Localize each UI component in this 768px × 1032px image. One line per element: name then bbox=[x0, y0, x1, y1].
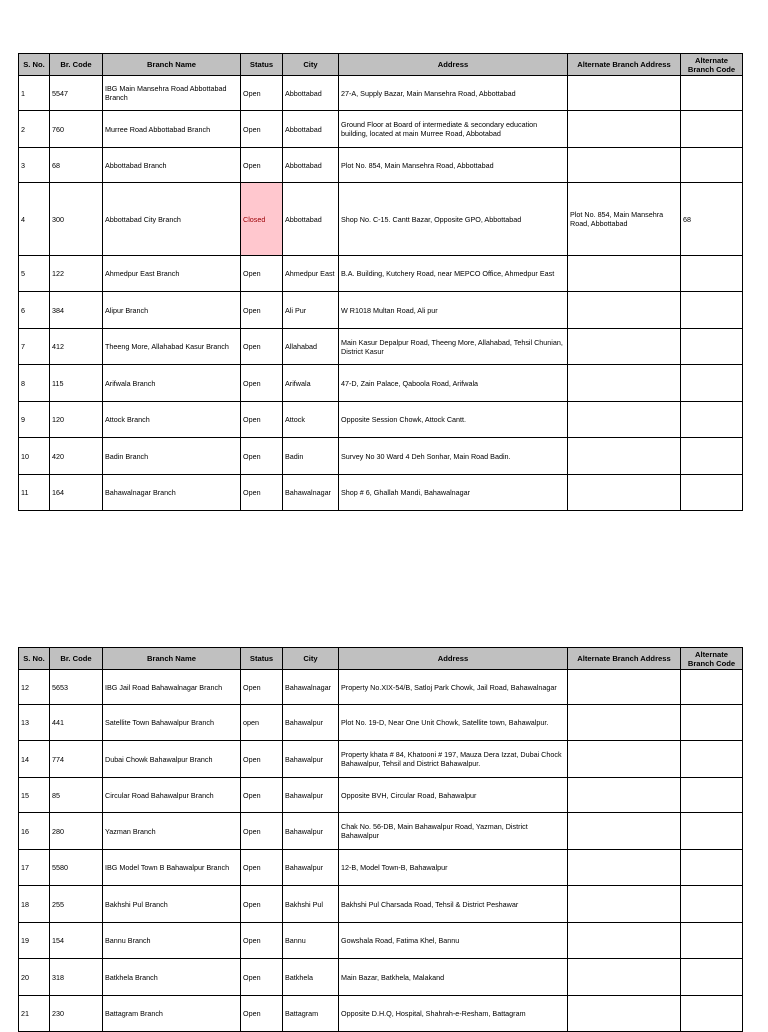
cell-alt-address bbox=[568, 996, 681, 1032]
cell-address: Plot No. 854, Main Mansehra Road, Abbottabad bbox=[339, 148, 568, 183]
cell-branch-name: Yazman Branch bbox=[103, 813, 241, 850]
table-row bbox=[19, 111, 743, 148]
cell-alt-code bbox=[681, 959, 743, 996]
table-row bbox=[19, 183, 743, 256]
cell-city: Badin bbox=[283, 438, 339, 475]
cell-alt-address: Plot No. 854, Main Mansehra Road, Abbottabad bbox=[568, 183, 681, 256]
cell-sno: 11 bbox=[19, 475, 50, 511]
cell-city: Bannu bbox=[283, 923, 339, 959]
cell-status: Open bbox=[241, 923, 283, 959]
cell-alt-address bbox=[568, 741, 681, 778]
cell-branch-name: Badin Branch bbox=[103, 438, 241, 475]
cell-address: B.A. Building, Kutchery Road, near MEPCO Office, Ahmedpur East bbox=[339, 256, 568, 292]
cell-alt-code bbox=[681, 886, 743, 923]
col-header-address: Address bbox=[339, 54, 568, 76]
cell-sno: 9 bbox=[19, 402, 50, 438]
cell-alt-code bbox=[681, 813, 743, 850]
cell-alt-code bbox=[681, 475, 743, 511]
col-header-code: Br. Code bbox=[50, 648, 103, 670]
table-row bbox=[19, 402, 743, 438]
table-row bbox=[19, 256, 743, 292]
col-header-status: Status bbox=[241, 54, 283, 76]
cell-sno: 14 bbox=[19, 741, 50, 778]
cell-code: 774 bbox=[50, 741, 103, 778]
cell-code: 300 bbox=[50, 183, 103, 256]
table-row bbox=[19, 813, 743, 850]
cell-sno: 13 bbox=[19, 705, 50, 741]
cell-branch-name: Batkhela Branch bbox=[103, 959, 241, 996]
cell-status: Open bbox=[241, 741, 283, 778]
table-row bbox=[19, 996, 743, 1032]
cell-branch-name: Bakhshi Pul Branch bbox=[103, 886, 241, 923]
cell-status: Open bbox=[241, 402, 283, 438]
cell-branch-name: Abbottabad Branch bbox=[103, 148, 241, 183]
cell-status: Open bbox=[241, 148, 283, 183]
cell-branch-name: IBG Model Town B Bahawalpur Branch bbox=[103, 850, 241, 886]
cell-branch-name: Arifwala Branch bbox=[103, 365, 241, 402]
cell-code: 230 bbox=[50, 996, 103, 1032]
table-header-row bbox=[19, 648, 743, 670]
table-row bbox=[19, 705, 743, 741]
cell-city: Bahawalpur bbox=[283, 741, 339, 778]
cell-branch-name: Ahmedpur East Branch bbox=[103, 256, 241, 292]
cell-alt-address bbox=[568, 475, 681, 511]
cell-status: open bbox=[241, 705, 283, 741]
cell-status: Open bbox=[241, 329, 283, 365]
cell-alt-address bbox=[568, 850, 681, 886]
cell-address: Shop No. C-15. Cantt Bazar, Opposite GPO, Abbottabad bbox=[339, 183, 568, 256]
cell-branch-name: Battagram Branch bbox=[103, 996, 241, 1032]
cell-alt-address bbox=[568, 111, 681, 148]
cell-status: Open bbox=[241, 813, 283, 850]
cell-alt-code bbox=[681, 670, 743, 705]
cell-alt-code bbox=[681, 402, 743, 438]
cell-city: Ali Pur bbox=[283, 292, 339, 329]
cell-alt-address bbox=[568, 705, 681, 741]
cell-status: Open bbox=[241, 959, 283, 996]
cell-alt-code bbox=[681, 850, 743, 886]
cell-status: Open bbox=[241, 256, 283, 292]
cell-address: Opposite D.H.Q, Hospital, Shahrah-e-Resham, Battagram bbox=[339, 996, 568, 1032]
cell-code: 280 bbox=[50, 813, 103, 850]
cell-status: Open bbox=[241, 778, 283, 813]
cell-city: Bahawalpur bbox=[283, 778, 339, 813]
cell-alt-code bbox=[681, 329, 743, 365]
cell-alt-address bbox=[568, 402, 681, 438]
cell-branch-name: Satellite Town Bahawalpur Branch bbox=[103, 705, 241, 741]
cell-status: Open bbox=[241, 886, 283, 923]
cell-alt-address bbox=[568, 670, 681, 705]
cell-branch-name: IBG Jail Road Bahawalnagar Branch bbox=[103, 670, 241, 705]
cell-code: 120 bbox=[50, 402, 103, 438]
cell-branch-name: Bahawalnagar Branch bbox=[103, 475, 241, 511]
cell-alt-address bbox=[568, 329, 681, 365]
cell-code: 115 bbox=[50, 365, 103, 402]
cell-address: Opposite Session Chowk, Attock Cantt. bbox=[339, 402, 568, 438]
cell-address: Plot No. 19-D, Near One Unit Chowk, Satellite town, Bahawalpur. bbox=[339, 705, 568, 741]
cell-alt-code bbox=[681, 923, 743, 959]
cell-sno: 20 bbox=[19, 959, 50, 996]
cell-sno: 17 bbox=[19, 850, 50, 886]
col-header-code: Br. Code bbox=[50, 54, 103, 76]
cell-city: Bahawalpur bbox=[283, 705, 339, 741]
cell-city: Abbottabad bbox=[283, 183, 339, 256]
cell-sno: 15 bbox=[19, 778, 50, 813]
branch-table-1 bbox=[18, 53, 743, 511]
col-header-status: Status bbox=[241, 648, 283, 670]
cell-alt-address bbox=[568, 256, 681, 292]
cell-branch-name: Murree Road Abbottabad Branch bbox=[103, 111, 241, 148]
cell-code: 122 bbox=[50, 256, 103, 292]
cell-code: 441 bbox=[50, 705, 103, 741]
cell-address: Bakhshi Pul Charsada Road, Tehsil & District Peshawar bbox=[339, 886, 568, 923]
cell-code: 5653 bbox=[50, 670, 103, 705]
cell-alt-address bbox=[568, 438, 681, 475]
cell-alt-code bbox=[681, 292, 743, 329]
cell-city: Attock bbox=[283, 402, 339, 438]
cell-branch-name: Alipur Branch bbox=[103, 292, 241, 329]
cell-sno: 12 bbox=[19, 670, 50, 705]
cell-address: Shop # 6, Ghallah Mandi, Bahawalnagar bbox=[339, 475, 568, 511]
cell-city: Bakhshi Pul bbox=[283, 886, 339, 923]
cell-address: Property No.XIX-54/B, Satloj Park Chowk, Jail Road, Bahawalnagar bbox=[339, 670, 568, 705]
cell-city: Abbottabad bbox=[283, 76, 339, 111]
cell-branch-name: Circular Road Bahawalpur Branch bbox=[103, 778, 241, 813]
cell-alt-code bbox=[681, 741, 743, 778]
col-header-alt-address: Alternate Branch Address bbox=[568, 54, 681, 76]
table-row bbox=[19, 365, 743, 402]
cell-alt-address bbox=[568, 365, 681, 402]
col-header-city: City bbox=[283, 54, 339, 76]
cell-status: Open bbox=[241, 850, 283, 886]
cell-alt-address bbox=[568, 959, 681, 996]
cell-code: 5547 bbox=[50, 76, 103, 111]
cell-address: 47-D, Zain Palace, Qaboola Road, Arifwala bbox=[339, 365, 568, 402]
cell-city: Bahawalpur bbox=[283, 850, 339, 886]
cell-address: W R1018 Multan Road, Ali pur bbox=[339, 292, 568, 329]
cell-address: Opposite BVH, Circular Road, Bahawalpur bbox=[339, 778, 568, 813]
cell-code: 164 bbox=[50, 475, 103, 511]
cell-sno: 7 bbox=[19, 329, 50, 365]
cell-city: Bahawalnagar bbox=[283, 475, 339, 511]
col-header-name: Branch Name bbox=[103, 648, 241, 670]
cell-sno: 21 bbox=[19, 996, 50, 1032]
table-row bbox=[19, 778, 743, 813]
cell-address: Gowshala Road, Fatima Khel, Bannu bbox=[339, 923, 568, 959]
col-header-alt-code: Alternate Branch Code bbox=[681, 54, 743, 76]
cell-status: Open bbox=[241, 475, 283, 511]
cell-alt-address bbox=[568, 813, 681, 850]
cell-city: Batkhela bbox=[283, 959, 339, 996]
cell-alt-code: 68 bbox=[681, 183, 743, 256]
cell-sno: 5 bbox=[19, 256, 50, 292]
table-row bbox=[19, 670, 743, 705]
col-header-alt-address: Alternate Branch Address bbox=[568, 648, 681, 670]
cell-alt-address bbox=[568, 886, 681, 923]
cell-address: Main Bazar, Batkhela, Malakand bbox=[339, 959, 568, 996]
cell-sno: 4 bbox=[19, 183, 50, 256]
col-header-sno: S. No. bbox=[19, 648, 50, 670]
cell-city: Arifwala bbox=[283, 365, 339, 402]
col-header-alt-code: Alternate Branch Code bbox=[681, 648, 743, 670]
cell-alt-code bbox=[681, 76, 743, 111]
cell-code: 384 bbox=[50, 292, 103, 329]
table-row bbox=[19, 329, 743, 365]
cell-alt-code bbox=[681, 111, 743, 148]
cell-address: Survey No 30 Ward 4 Deh Sonhar, Main Road Badin. bbox=[339, 438, 568, 475]
cell-alt-code bbox=[681, 438, 743, 475]
col-header-city: City bbox=[283, 648, 339, 670]
cell-sno: 1 bbox=[19, 76, 50, 111]
cell-code: 154 bbox=[50, 923, 103, 959]
table-row bbox=[19, 923, 743, 959]
cell-alt-code bbox=[681, 778, 743, 813]
table-row bbox=[19, 292, 743, 329]
cell-city: Battagram bbox=[283, 996, 339, 1032]
cell-alt-code bbox=[681, 705, 743, 741]
table-row bbox=[19, 148, 743, 183]
cell-code: 68 bbox=[50, 148, 103, 183]
table-row bbox=[19, 475, 743, 511]
cell-code: 85 bbox=[50, 778, 103, 813]
cell-status: Open bbox=[241, 111, 283, 148]
branch-table-2 bbox=[18, 647, 743, 1032]
cell-address: Main Kasur Depalpur Road, Theeng More, Allahabad, Tehsil Chunian, District Kasur bbox=[339, 329, 568, 365]
cell-branch-name: Bannu Branch bbox=[103, 923, 241, 959]
cell-address: 27-A, Supply Bazar, Main Mansehra Road, Abbottabad bbox=[339, 76, 568, 111]
col-header-sno: S. No. bbox=[19, 54, 50, 76]
cell-status: Closed bbox=[241, 183, 283, 256]
cell-code: 255 bbox=[50, 886, 103, 923]
table-row bbox=[19, 76, 743, 111]
cell-alt-address bbox=[568, 292, 681, 329]
cell-address: Ground Floor at Board of intermediate & secondary education building, located at main Murree Road, Abbotabad bbox=[339, 111, 568, 148]
cell-sno: 18 bbox=[19, 886, 50, 923]
cell-status: Open bbox=[241, 76, 283, 111]
cell-branch-name: IBG Main Mansehra Road Abbottabad Branch bbox=[103, 76, 241, 111]
cell-branch-name: Dubai Chowk Bahawalpur Branch bbox=[103, 741, 241, 778]
cell-branch-name: Theeng More, Allahabad Kasur Branch bbox=[103, 329, 241, 365]
table-header-row bbox=[19, 54, 743, 76]
cell-sno: 2 bbox=[19, 111, 50, 148]
cell-city: Bahawalpur bbox=[283, 813, 339, 850]
table-row bbox=[19, 959, 743, 996]
cell-sno: 16 bbox=[19, 813, 50, 850]
cell-alt-address bbox=[568, 76, 681, 111]
cell-alt-address bbox=[568, 148, 681, 183]
table-row bbox=[19, 850, 743, 886]
cell-alt-code bbox=[681, 365, 743, 402]
cell-city: Allahabad bbox=[283, 329, 339, 365]
cell-alt-address bbox=[568, 778, 681, 813]
cell-alt-code bbox=[681, 148, 743, 183]
cell-city: Ahmedpur East bbox=[283, 256, 339, 292]
cell-code: 318 bbox=[50, 959, 103, 996]
cell-address: 12-B, Model Town-B, Bahawalpur bbox=[339, 850, 568, 886]
cell-status: Open bbox=[241, 365, 283, 402]
cell-code: 760 bbox=[50, 111, 103, 148]
cell-status: Open bbox=[241, 996, 283, 1032]
cell-address: Chak No. 56-DB, Main Bahawalpur Road, Yazman, District Bahawalpur bbox=[339, 813, 568, 850]
cell-alt-address bbox=[568, 923, 681, 959]
cell-address: Property khata # 84, Khatooni # 197, Mauza Dera Izzat, Dubai Chock Bahawalpur, Tehsil and District Bahawalpur. bbox=[339, 741, 568, 778]
cell-code: 420 bbox=[50, 438, 103, 475]
cell-sno: 10 bbox=[19, 438, 50, 475]
cell-branch-name: Abbottabad City Branch bbox=[103, 183, 241, 256]
table-row bbox=[19, 886, 743, 923]
cell-status: Open bbox=[241, 292, 283, 329]
cell-sno: 3 bbox=[19, 148, 50, 183]
cell-code: 5580 bbox=[50, 850, 103, 886]
cell-code: 412 bbox=[50, 329, 103, 365]
cell-alt-code bbox=[681, 996, 743, 1032]
table-row bbox=[19, 741, 743, 778]
cell-city: Abbottabad bbox=[283, 148, 339, 183]
cell-sno: 6 bbox=[19, 292, 50, 329]
cell-status: Open bbox=[241, 438, 283, 475]
cell-status: Open bbox=[241, 670, 283, 705]
col-header-name: Branch Name bbox=[103, 54, 241, 76]
cell-sno: 8 bbox=[19, 365, 50, 402]
cell-alt-code bbox=[681, 256, 743, 292]
table-row bbox=[19, 438, 743, 475]
cell-city: Bahawalnagar bbox=[283, 670, 339, 705]
cell-sno: 19 bbox=[19, 923, 50, 959]
cell-branch-name: Attock Branch bbox=[103, 402, 241, 438]
col-header-address: Address bbox=[339, 648, 568, 670]
cell-city: Abbottabad bbox=[283, 111, 339, 148]
